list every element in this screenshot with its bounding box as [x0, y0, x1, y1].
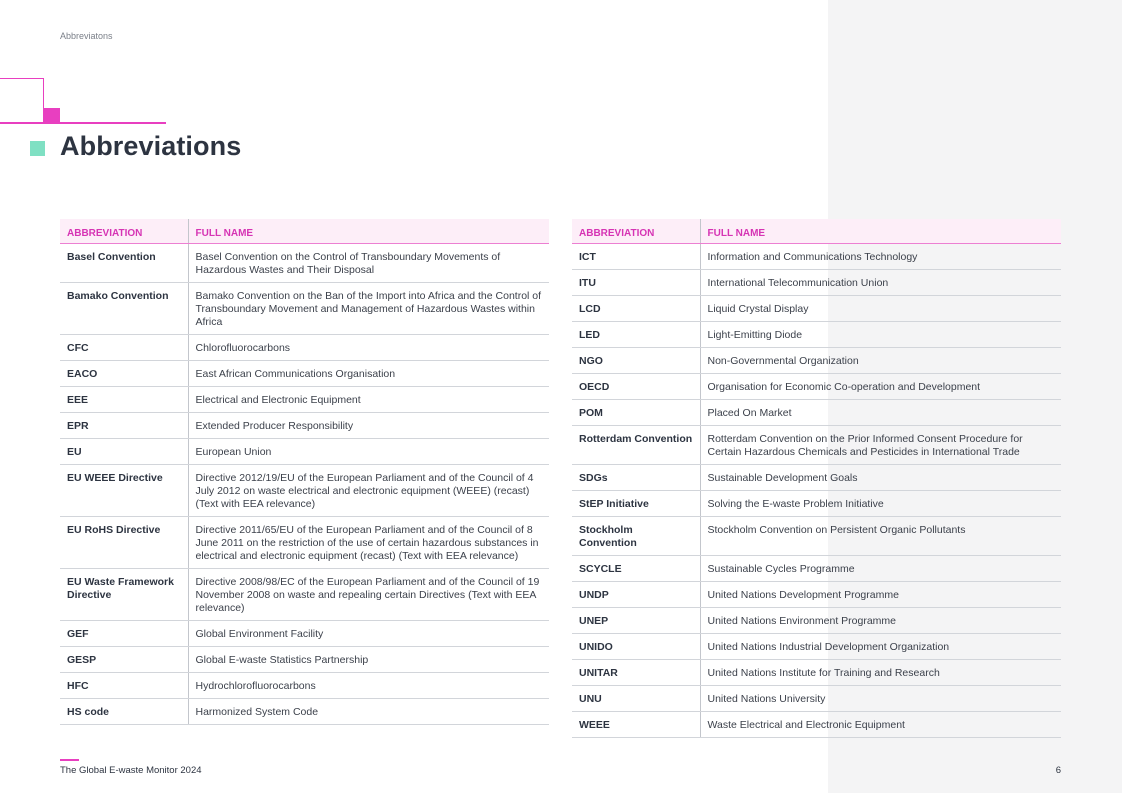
table-row	[60, 361, 549, 387]
table-row	[572, 244, 1061, 270]
abbreviation-cell: OECD	[572, 374, 700, 400]
column-header-full-name: FULL NAME	[700, 219, 1061, 244]
abbreviations-table-right	[572, 219, 1061, 738]
abbreviation-cell: UNDP	[572, 582, 700, 608]
decorative-line	[0, 122, 166, 124]
abbreviation-cell: EU	[60, 439, 188, 465]
table-row	[60, 647, 549, 673]
full-name-cell: European Union	[188, 439, 549, 465]
abbreviation-cell: EEE	[60, 387, 188, 413]
table-row	[60, 413, 549, 439]
table-row	[60, 439, 549, 465]
table-row	[60, 621, 549, 647]
table-body	[572, 244, 1061, 738]
decorative-frame	[0, 78, 44, 122]
table-row	[572, 634, 1061, 660]
table-row	[572, 270, 1061, 296]
table-body	[60, 244, 549, 725]
abbreviation-cell: StEP Initiative	[572, 491, 700, 517]
abbreviation-cell: Basel Convention	[60, 244, 188, 283]
full-name-cell: International Telecommunication Union	[700, 270, 1061, 296]
full-name-cell: Information and Communications Technology	[700, 244, 1061, 270]
abbreviation-cell: EU WEEE Directive	[60, 465, 188, 517]
table-row	[60, 335, 549, 361]
table-row	[572, 712, 1061, 738]
abbreviation-cell: POM	[572, 400, 700, 426]
full-name-cell: United Nations Industrial Development Organization	[700, 634, 1061, 660]
full-name-cell: United Nations Institute for Training and Research	[700, 660, 1061, 686]
abbreviations-table-left	[60, 219, 549, 725]
table-row	[572, 686, 1061, 712]
full-name-cell: Organisation for Economic Co-operation and Development	[700, 374, 1061, 400]
column-header-abbreviation: ABBREVIATION	[60, 219, 188, 244]
table-row	[572, 517, 1061, 556]
table-header-row	[60, 219, 549, 244]
table-row	[60, 699, 549, 725]
full-name-cell: Placed On Market	[700, 400, 1061, 426]
full-name-cell: Stockholm Convention on Persistent Organic Pollutants	[700, 517, 1061, 556]
column-header-abbreviation: ABBREVIATION	[572, 219, 700, 244]
decorative-pink-square	[44, 108, 60, 122]
full-name-cell: Extended Producer Responsibility	[188, 413, 549, 439]
abbreviation-cell: LCD	[572, 296, 700, 322]
table-row	[572, 660, 1061, 686]
full-name-cell: Sustainable Development Goals	[700, 465, 1061, 491]
full-name-cell: Directive 2011/65/EU of the European Parliament and of the Council of 8 June 2011 on the restriction of the use of certain hazardous substances in electrical and electronic equipment (recast) (Text with EEA relevance)	[188, 517, 549, 569]
abbreviation-cell: WEEE	[572, 712, 700, 738]
abbreviation-cell: SDGs	[572, 465, 700, 491]
full-name-cell: United Nations University	[700, 686, 1061, 712]
full-name-cell: Chlorofluorocarbons	[188, 335, 549, 361]
table-row	[60, 465, 549, 517]
table-row	[60, 569, 549, 621]
table-row	[60, 517, 549, 569]
abbreviation-cell: UNIDO	[572, 634, 700, 660]
full-name-cell: Sustainable Cycles Programme	[700, 556, 1061, 582]
full-name-cell: Directive 2012/19/EU of the European Parliament and of the Council of 4 July 2012 on waste electrical and electronic equipment (WEEE) (recast) (Text with EEA relevance)	[188, 465, 549, 517]
full-name-cell: Bamako Convention on the Ban of the Import into Africa and the Control of Transboundary Movement and Management of Hazardous Wastes within Africa	[188, 283, 549, 335]
table-row	[572, 582, 1061, 608]
footer-accent-line	[60, 759, 79, 761]
full-name-cell: Light-Emitting Diode	[700, 322, 1061, 348]
full-name-cell: United Nations Environment Programme	[700, 608, 1061, 634]
abbreviation-cell: GESP	[60, 647, 188, 673]
full-name-cell: Waste Electrical and Electronic Equipment	[700, 712, 1061, 738]
abbreviation-cell: NGO	[572, 348, 700, 374]
full-name-cell: Electrical and Electronic Equipment	[188, 387, 549, 413]
table-row	[572, 465, 1061, 491]
decorative-mint-square	[30, 141, 45, 156]
abbreviation-cell: SCYCLE	[572, 556, 700, 582]
abbreviation-cell: LED	[572, 322, 700, 348]
footer-publication-title: The Global E-waste Monitor 2024	[60, 765, 202, 776]
abbreviation-cell: UNU	[572, 686, 700, 712]
page-number: 6	[1055, 765, 1061, 776]
abbreviation-cell: EU RoHS Directive	[60, 517, 188, 569]
full-name-cell: Solving the E-waste Problem Initiative	[700, 491, 1061, 517]
abbreviation-cell: ITU	[572, 270, 700, 296]
abbreviation-cell: ICT	[572, 244, 700, 270]
page-title: Abbreviations	[60, 131, 242, 161]
full-name-cell: Rotterdam Convention on the Prior Informed Consent Procedure for Certain Hazardous Chemicals and Pesticides in International Trade	[700, 426, 1061, 465]
column-header-full-name: FULL NAME	[188, 219, 549, 244]
running-head: Abbreviatons	[60, 31, 113, 41]
full-name-cell: Directive 2008/98/EC of the European Parliament and of the Council of 19 November 2008 on waste and repealing certain Directives (Text with EEA relevance)	[188, 569, 549, 621]
abbreviation-cell: Rotterdam Convention	[572, 426, 700, 465]
full-name-cell: Global Environment Facility	[188, 621, 549, 647]
abbreviation-cell: HS code	[60, 699, 188, 725]
abbreviation-cell: EU Waste Framework Directive	[60, 569, 188, 621]
abbreviation-cell: GEF	[60, 621, 188, 647]
full-name-cell: Liquid Crystal Display	[700, 296, 1061, 322]
full-name-cell: East African Communications Organisation	[188, 361, 549, 387]
full-name-cell: Global E-waste Statistics Partnership	[188, 647, 549, 673]
abbreviation-cell: CFC	[60, 335, 188, 361]
full-name-cell: United Nations Development Programme	[700, 582, 1061, 608]
abbreviation-cell: HFC	[60, 673, 188, 699]
table-header-row	[572, 219, 1061, 244]
full-name-cell: Hydrochlorofluorocarbons	[188, 673, 549, 699]
full-name-cell: Harmonized System Code	[188, 699, 549, 725]
table-row	[572, 322, 1061, 348]
abbreviation-cell: EACO	[60, 361, 188, 387]
full-name-cell: Basel Convention on the Control of Transboundary Movements of Hazardous Wastes and Their Disposal	[188, 244, 549, 283]
table-row	[572, 296, 1061, 322]
full-name-cell: Non-Governmental Organization	[700, 348, 1061, 374]
table-row	[572, 556, 1061, 582]
abbreviation-cell: Bamako Convention	[60, 283, 188, 335]
table-row	[60, 673, 549, 699]
table-row	[572, 374, 1061, 400]
table-row	[572, 491, 1061, 517]
table-row	[572, 426, 1061, 465]
table-row	[572, 348, 1061, 374]
table-row	[60, 387, 549, 413]
table-row	[572, 400, 1061, 426]
abbreviation-cell: EPR	[60, 413, 188, 439]
table-row	[60, 283, 549, 335]
table-row	[60, 244, 549, 283]
table-row	[572, 608, 1061, 634]
abbreviation-cell: UNEP	[572, 608, 700, 634]
abbreviation-cell: Stockholm Convention	[572, 517, 700, 556]
abbreviation-cell: UNITAR	[572, 660, 700, 686]
